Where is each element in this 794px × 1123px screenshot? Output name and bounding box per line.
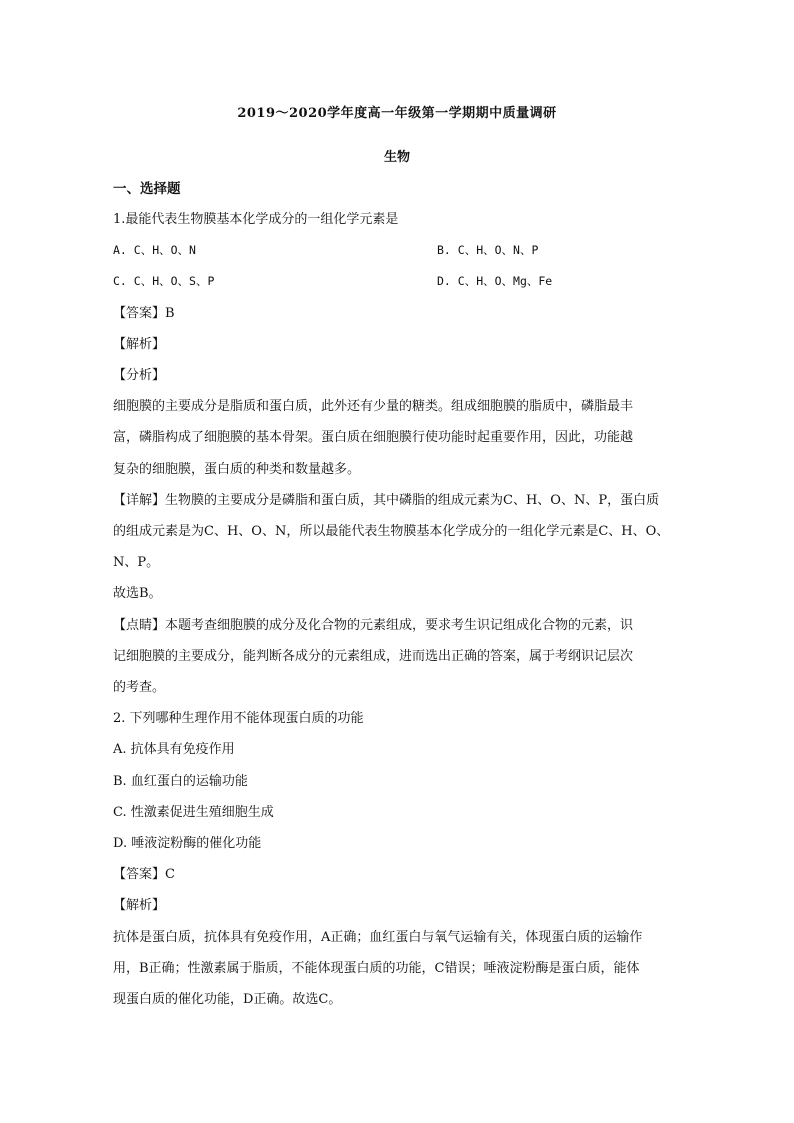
section-title: 一、选择题 xyxy=(113,181,181,197)
q2-option-a: A. 抗体具有免疫作用 xyxy=(113,742,235,758)
q2-option-b: B. 血红蛋白的运输功能 xyxy=(113,773,248,789)
question-content xyxy=(113,204,681,1015)
q1-stem: 1.最能代表生物膜基本化学成分的一组化学元素是 xyxy=(113,212,399,227)
q1-comment-line: 记细胞膜的主要成分，能判断各成分的元素组成，进而选出正确的答案，属于考纲识记层次 xyxy=(113,648,634,664)
q1-fenxi-line: 复杂的细胞膜，蛋白质的种类和数量越多。 xyxy=(113,461,361,477)
q2-analysis-line: 现蛋白质的催化功能，D正确。故选C。 xyxy=(113,992,342,1008)
q1-fenxi-label: 【分析】 xyxy=(113,368,166,384)
q1-detail-line: 【详解】生物膜的主要成分是磷脂和蛋白质，其中磷脂的组成元素为C、H、O、N、P，蛋白质 xyxy=(113,492,660,508)
q1-answer: 【答案】B xyxy=(113,305,175,321)
q2-analysis-line: 抗体是蛋白质，抗体具有免疫作用，A正确；血红蛋白与氧气运输有关，体现蛋白质的运输作 xyxy=(113,929,643,945)
q1-analysis-label: 【解析】 xyxy=(113,336,166,352)
q1-detail-line: N、P。 xyxy=(113,555,160,571)
q1-choose: 故选B。 xyxy=(113,586,162,602)
q1-detail-line: 的组成元素是为C、H、O、N，所以最能代表生物膜基本化学成分的一组化学元素是C、H、O、 xyxy=(113,524,670,540)
q2-analysis-line: 用，B正确；性激素属于脂质，不能体现蛋白质的功能，C错误；唾液淀粉酶是蛋白质，能体 xyxy=(113,960,640,976)
q2-answer: 【答案】C xyxy=(113,867,175,883)
q1-options-row-2 xyxy=(113,266,681,297)
q2-stem: 2. 下列哪种生理作用不能体现蛋白质的功能 xyxy=(113,711,364,727)
q2-option-c: C. 性激素促进生殖细胞生成 xyxy=(113,804,274,820)
exam-title: 2019～2020学年度高一年级第一学期期中质量调研 xyxy=(237,106,557,121)
q1-fenxi-line: 细胞膜的主要成分是脂质和蛋白质，此外还有少量的糖类。组成细胞膜的脂质中，磷脂最丰 xyxy=(113,399,634,415)
q2-analysis-label: 【解析】 xyxy=(113,898,166,914)
q1-option-c: C. C、H、O、S、P xyxy=(113,274,215,289)
subject-title: 生物 xyxy=(383,150,410,165)
q2-option-d: D. 唾液淀粉酶的催化功能 xyxy=(113,836,262,852)
q1-comment-line: 的考查。 xyxy=(113,680,166,696)
q1-option-d: D. C、H、O、Mg、Fe xyxy=(437,274,553,289)
q1-option-b: B. C、H、O、N、P xyxy=(437,243,539,258)
q1-options-row-1 xyxy=(113,235,681,266)
q1-option-a: A. C、H、O、N xyxy=(113,243,196,258)
q1-fenxi-line: 富，磷脂构成了细胞膜的基本骨架。蛋白质在细胞膜行使功能时起重要作用，因此，功能越 xyxy=(113,430,634,446)
q1-comment-line: 【点睛】本题考查细胞膜的成分及化合物的元素组成，要求考生识记组成化合物的元素，识 xyxy=(113,617,634,633)
